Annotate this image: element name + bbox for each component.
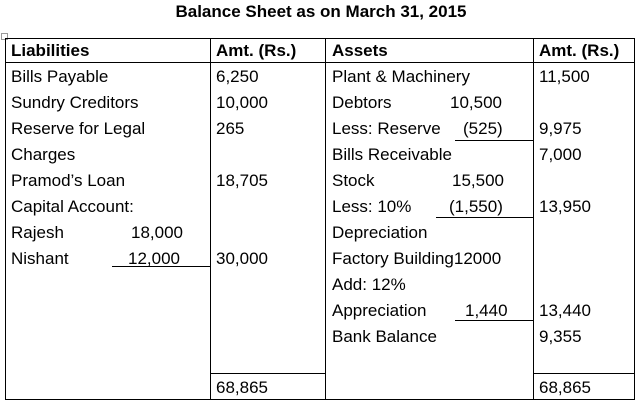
liabilities-total: 68,865 [216,378,268,397]
bills-receivable-label: Bills Receivable [332,145,452,164]
appreciation-value: 1,440 [465,301,508,320]
total-line-right [533,373,635,374]
page-title: Balance Sheet as on March 31, 2015 [175,2,467,21]
table-bottom-border [5,399,635,400]
table-left-border [5,38,6,399]
assets-total: 68,865 [539,378,591,397]
stock-value: 15,500 [452,171,504,190]
bills-receivable-amount: 7,000 [539,145,582,164]
rajesh-value: 18,000 [131,223,183,242]
header-bottom-border [5,62,635,63]
capital-account-label: Capital Account: [11,197,134,216]
table-top-border [5,38,635,39]
header-liabilities: Liabilities [11,41,90,60]
header-assets: Assets [332,41,388,60]
sundry-creditors-label: Sundry Creditors [11,93,139,112]
bills-payable-label: Bills Payable [11,67,109,86]
column-divider-1 [210,38,211,399]
pramod-loan-label: Pramod’s Loan [11,171,126,190]
table-right-border [634,38,635,399]
stock-label: Stock [332,171,375,190]
reserve-legal-label-line1: Reserve for Legal [11,119,146,138]
bank-balance-amount: 9,355 [539,327,582,346]
header-amount-left: Amt. (Rs.) [216,41,297,60]
stock-depreciation-underline [436,217,534,218]
bills-payable-amount: 6,250 [216,67,259,86]
stock-amount: 13,950 [539,197,591,216]
less-ten-percent-label: Less: 10% [332,197,412,216]
total-line-left [210,373,326,374]
less-ten-percent-value: (1,550) [449,197,503,216]
less-reserve-value: (525) [463,119,503,138]
less-reserve-label: Less: Reserve [332,119,441,138]
reserve-legal-amount: 265 [216,119,245,138]
appreciation-label: Appreciation [332,301,427,320]
sundry-creditors-amount: 10,000 [216,93,268,112]
debtors-reserve-underline [455,140,533,141]
depreciation-label: Depreciation [332,223,428,242]
factory-building-label: Factory Building12000 [332,249,502,268]
debtors-label: Debtors [332,93,392,112]
reserve-legal-label-line2: Charges [11,145,76,164]
header-amount-right: Amt. (Rs.) [539,41,620,60]
column-divider-2 [325,38,326,399]
rajesh-label: Rajesh [11,223,64,242]
pramod-loan-amount: 18,705 [216,171,268,190]
nishant-value: 12,000 [128,249,180,268]
debtors-value: 10,500 [450,93,502,112]
plant-machinery-label: Plant & Machinery [332,67,470,86]
column-divider-3 [533,38,534,399]
capital-amount: 30,000 [216,249,268,268]
bank-balance-label: Bank Balance [332,327,437,346]
add-twelve-percent-label: Add: 12% [332,275,406,294]
debtors-amount: 9,975 [539,119,582,138]
plant-machinery-amount: 11,500 [539,67,590,86]
nishant-label: Nishant [11,249,69,268]
factory-amount: 13,440 [539,301,591,320]
